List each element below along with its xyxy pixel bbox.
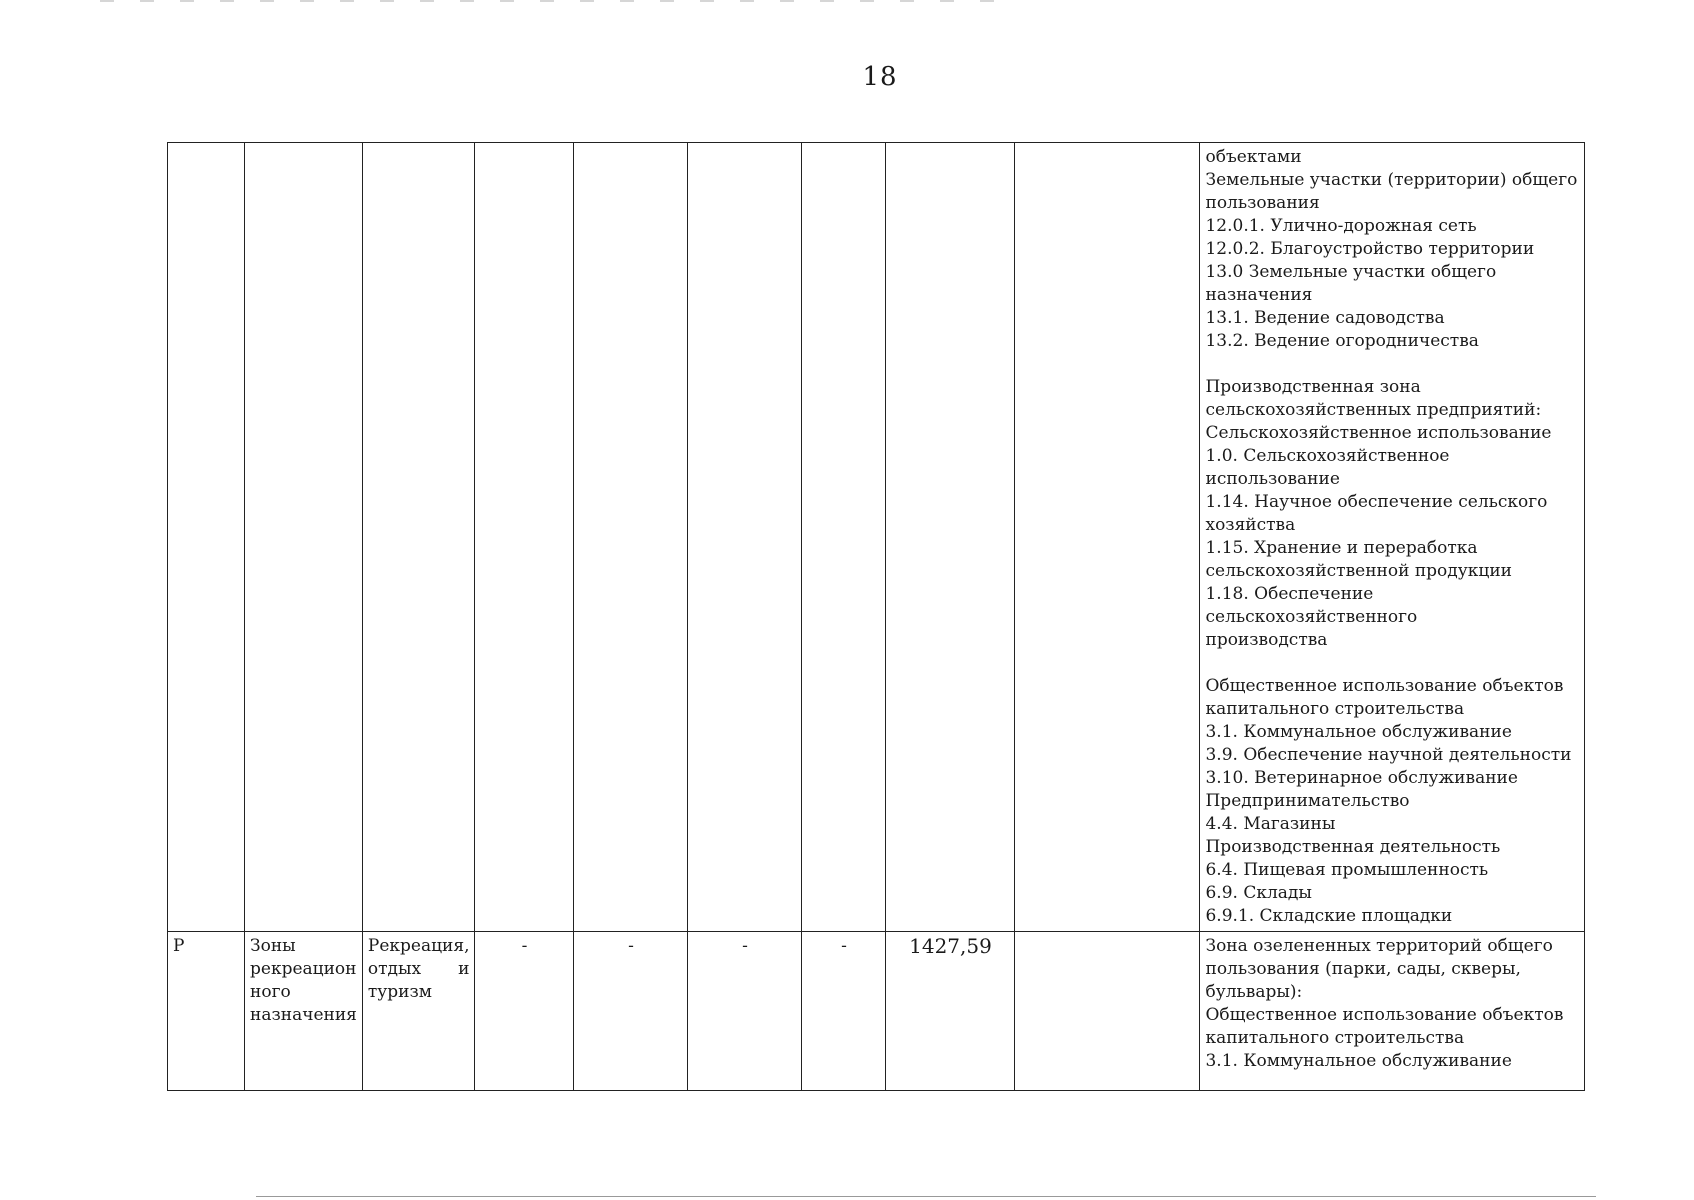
list-item: 13.1. Ведение садоводства bbox=[1205, 308, 1445, 328]
cell-zone-name bbox=[245, 932, 363, 1091]
list-item: 6.9. Склады bbox=[1205, 883, 1312, 903]
purpose-word: и bbox=[458, 959, 470, 979]
list-item: 3.1. Коммунальное обслуживание bbox=[1205, 722, 1512, 742]
cell-dash-4 bbox=[802, 143, 886, 932]
list-item: 1.15. Хранение и переработка bbox=[1205, 538, 1478, 558]
list-item: 4.4. Магазины bbox=[1205, 814, 1336, 834]
purpose-line: Рекреация, bbox=[367, 936, 470, 956]
zone-name-line: рекреацион bbox=[250, 959, 357, 979]
bottom-rule bbox=[256, 1196, 1596, 1197]
list-item: назначения bbox=[1205, 285, 1313, 305]
cell-dash-3: - bbox=[688, 932, 802, 1091]
list-item: пользования (парки, сады, скверы, bbox=[1205, 959, 1521, 979]
list-item: 3.1. Коммунальное обслуживание bbox=[1205, 1051, 1512, 1071]
list-item: объектами bbox=[1205, 147, 1302, 167]
cell-dash-1 bbox=[475, 143, 574, 932]
cell-area bbox=[886, 143, 1015, 932]
cell-dash-1: - bbox=[475, 932, 574, 1091]
list-item: капитального строительства bbox=[1205, 699, 1465, 719]
purpose-word: отдых bbox=[367, 959, 422, 979]
list-item: 12.0.2. Благоустройство территории bbox=[1205, 239, 1535, 259]
table-row-recreation bbox=[168, 932, 1585, 1091]
list-item: Общественное использование объектов bbox=[1205, 676, 1564, 696]
list-item: 6.4. Пищевая промышленность bbox=[1205, 860, 1489, 880]
list-item: сельскохозяйственной продукции bbox=[1205, 561, 1512, 581]
cell-dash-2 bbox=[574, 143, 688, 932]
list-spacer bbox=[1205, 652, 1579, 675]
list-item: 12.0.1. Улично-дорожная сеть bbox=[1205, 216, 1477, 236]
zone-name-line: назначения bbox=[250, 1005, 357, 1025]
list-item: бульвары): bbox=[1205, 982, 1303, 1002]
cell-dash-2: - bbox=[574, 932, 688, 1091]
land-use-list bbox=[1205, 146, 1579, 928]
list-item: 3.9. Обеспечение научной деятельности bbox=[1205, 745, 1572, 765]
list-item: Общественное использование объектов bbox=[1205, 1005, 1564, 1025]
list-item: 1.14. Научное обеспечение сельского bbox=[1205, 492, 1548, 512]
cell-dash-4: - bbox=[802, 932, 886, 1091]
list-item: сельскохозяйственных предприятий: bbox=[1205, 400, 1542, 420]
cell-area: 1427,59 bbox=[886, 932, 1015, 1091]
list-item: 1.0. Сельскохозяйственное использование bbox=[1205, 446, 1455, 489]
cell-dash-3 bbox=[688, 143, 802, 932]
list-item: хозяйства bbox=[1205, 515, 1296, 535]
list-item: Производственная зона bbox=[1205, 377, 1421, 397]
cell-empty bbox=[1015, 932, 1200, 1091]
zone-name-line: ного bbox=[250, 982, 291, 1002]
list-item: 13.0 Земельные участки общего bbox=[1205, 262, 1497, 282]
purpose-line-justified bbox=[368, 958, 470, 981]
cell-purpose bbox=[362, 143, 475, 932]
list-item: Земельные участки (территории) общего bbox=[1205, 170, 1578, 190]
list-item: 3.10. Ветеринарное обслуживание bbox=[1205, 768, 1518, 788]
zones-table bbox=[167, 142, 1585, 1091]
zone-name-line: Зоны bbox=[250, 936, 296, 956]
list-item: 6.9.1. Складские площадки bbox=[1205, 906, 1453, 926]
list-item: Производственная деятельность bbox=[1205, 837, 1501, 857]
cell-code: Р bbox=[168, 932, 245, 1091]
cell-empty bbox=[1015, 143, 1200, 932]
land-use-list bbox=[1205, 935, 1579, 1073]
purpose-line: туризм bbox=[367, 982, 433, 1002]
list-item: Сельскохозяйственное использование bbox=[1205, 423, 1552, 443]
list-spacer bbox=[1205, 353, 1579, 376]
list-item: Зона озелененных территорий общего bbox=[1205, 936, 1553, 956]
list-item: 1.18. Обеспечение сельскохозяйственного bbox=[1205, 584, 1418, 627]
scan-artifact bbox=[100, 0, 1020, 2]
list-item: пользования bbox=[1205, 193, 1320, 213]
cell-land-use-list bbox=[1200, 143, 1585, 932]
cell-code bbox=[168, 143, 245, 932]
list-item: капитального строительства bbox=[1205, 1028, 1465, 1048]
cell-land-use-list bbox=[1200, 932, 1585, 1091]
table-row-continuation bbox=[168, 143, 1585, 932]
page-number: 18 bbox=[862, 62, 898, 92]
cell-purpose bbox=[362, 932, 475, 1091]
list-item: производства bbox=[1205, 630, 1328, 650]
cell-zone-name bbox=[245, 143, 363, 932]
list-item: Предпринимательство bbox=[1205, 791, 1410, 811]
list-item: 13.2. Ведение огородничества bbox=[1205, 331, 1479, 351]
